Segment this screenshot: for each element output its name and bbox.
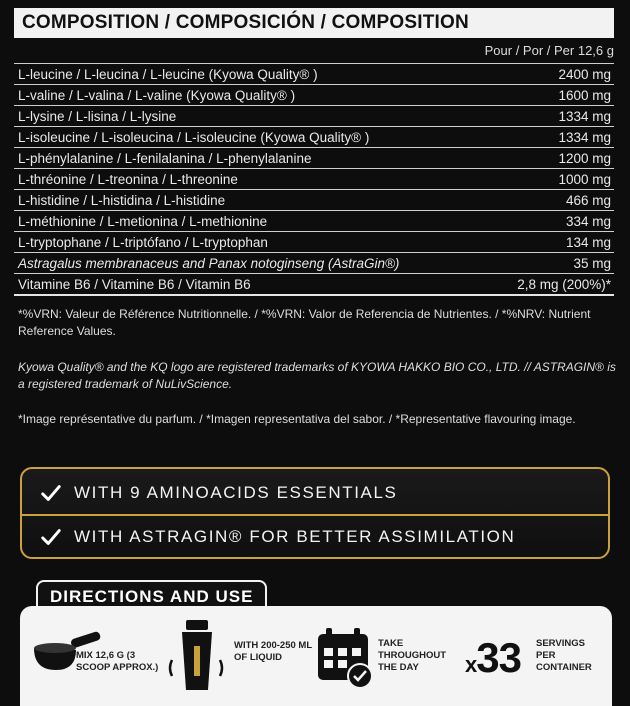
table-row (14, 232, 614, 253)
row-value: 35 mg (573, 255, 611, 271)
image-note: *Image représentative du parfum. / *Imagen representativa del sabor. / *Representative flavouring image. (18, 412, 576, 426)
step-take-text: TAKE THROUGHOUT THE DAY (378, 638, 447, 673)
table-row (14, 211, 614, 232)
highlight-text: WITH ASTRAGIN® FOR BETTER ASSIMILATION (74, 527, 516, 546)
table-row (14, 64, 614, 85)
calendar-icon (316, 626, 376, 690)
servings-prefix: x (465, 652, 477, 677)
table-row (14, 190, 614, 211)
highlights-box (20, 467, 610, 559)
directions-title: DIRECTIONS AND USE (36, 580, 267, 610)
row-name: L-isoleucine / L-isoleucina / L-isoleucine (Kyowa Quality® ) (18, 129, 370, 145)
step-liquid-text: WITH 200-250 ML OF LIQUID (234, 640, 312, 663)
row-name: Astragalus membranaceus and Panax notoginseng (AstraGin®) (18, 255, 400, 271)
row-value: 2,8 mg (200%)* (517, 276, 611, 292)
row-value: 1334 mg (558, 108, 611, 124)
servings-number: 33 (476, 634, 521, 681)
shaker-icon (166, 616, 226, 698)
row-value: 134 mg (565, 234, 611, 250)
table-row (14, 253, 614, 274)
row-value: 1000 mg (558, 171, 611, 187)
highlight-item (22, 515, 608, 559)
table-row (14, 127, 614, 148)
row-name: L-phénylalanine / L-fenilalanina / L-phenylalanine (18, 150, 312, 166)
trademark-note: Kyowa Quality® and the KQ logo are registered trademarks of KYOWA HAKKO BIO CO., LTD. // ASTRAGIN® is a registered trademark of NuLivScience. (18, 360, 616, 391)
table-row (14, 106, 614, 127)
servings-label: SERVINGS PER CONTAINER (536, 638, 592, 673)
row-value: 334 mg (565, 213, 611, 229)
check-icon (40, 482, 62, 504)
row-name: L-lysine / L-lisina / L-lysine (18, 108, 177, 124)
nutrition-table (14, 63, 614, 296)
check-icon (40, 526, 62, 548)
highlight-text: WITH 9 AMINOACIDS ESSENTIALS (74, 483, 398, 502)
directions-panel (20, 606, 612, 706)
table-row (14, 148, 614, 169)
per-serving-label: Pour / Por / Per 12,6 g (484, 43, 614, 58)
step-mix-text: MIX 12,6 G (3 SCOOP APPROX.) (76, 650, 159, 673)
row-value: 2400 mg (558, 66, 611, 82)
row-name: L-valine / L-valina / L-valine (Kyowa Quality® ) (18, 87, 296, 103)
table-row (14, 85, 614, 106)
highlight-item (22, 471, 608, 515)
table-row (14, 169, 614, 190)
servings-count (465, 634, 521, 682)
row-value: 1334 mg (558, 129, 611, 145)
row-name: Vitamine B6 / Vitamine B6 / Vitamin B6 (18, 276, 251, 292)
composition-title: COMPOSITION / COMPOSICIÓN / COMPOSITION (14, 8, 614, 38)
row-name: L-thréonine / L-treonina / L-threonine (18, 171, 238, 187)
row-name: L-leucine / L-leucina / L-leucine (Kyowa Quality® ) (18, 66, 318, 82)
table-row (14, 274, 614, 296)
row-value: 1600 mg (558, 87, 611, 103)
row-name: L-méthionine / L-metionina / L-methionine (18, 213, 268, 229)
row-value: 466 mg (565, 192, 611, 208)
row-name: L-histidine / L-histidina / L-histidine (18, 192, 226, 208)
vrn-note: *%VRN: Valeur de Référence Nutritionnelle. / *%VRN: Valor de Referencia de Nutrientes. / *%NRV: Nutrient Reference Values. (18, 307, 591, 338)
row-name: L-tryptophane / L-triptófano / L-tryptophan (18, 234, 268, 250)
row-value: 1200 mg (558, 150, 611, 166)
